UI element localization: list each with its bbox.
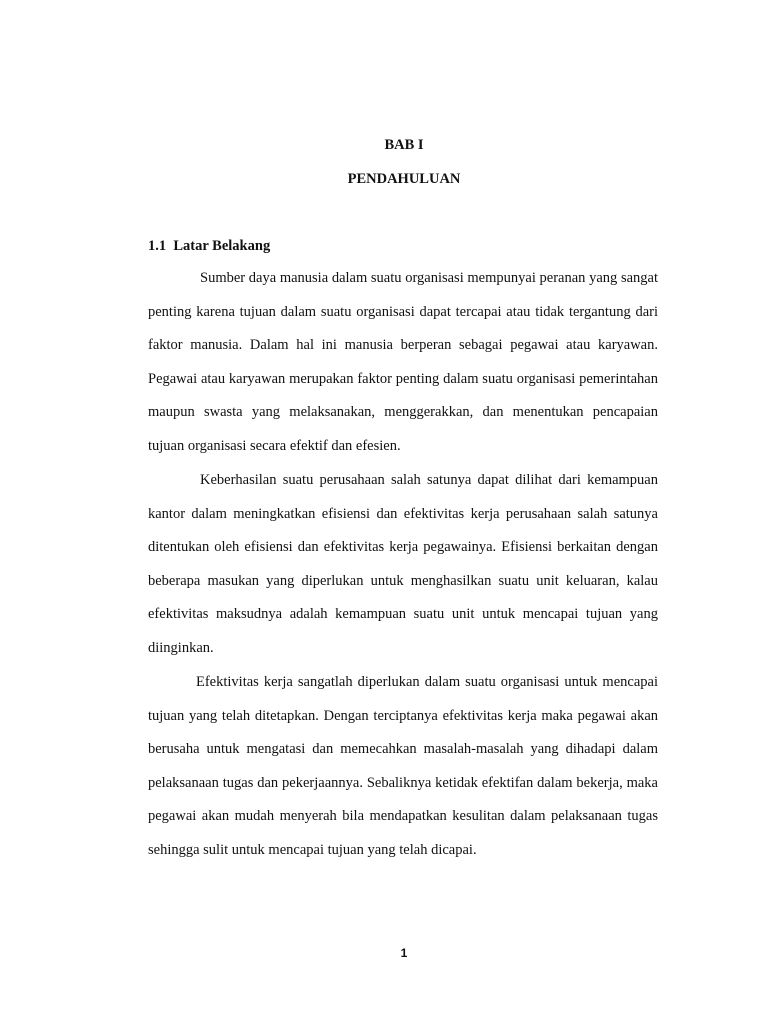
page-number: 1 xyxy=(400,946,408,960)
chapter-number: BAB I xyxy=(384,137,424,153)
paragraph-2: Keberhasilan suatu perusahaan salah satunya dapat dilihat dari kemampuan kantor dalam meningkatkan efisiensi dan efektivitas kerja perusahaan salah satunya ditentukan oleh efisiensi dan efektivitas kerja pegawainya. Efisiensi berkaitan dengan beberapa masukan yang diperlukan untuk menghasilkan suatu unit keluaran, kalau efektivitas maksudnya adalah kemampuan suatu unit untuk mencapai tujuan yang diinginkan. xyxy=(148,472,658,656)
paragraph-3: Efektivitas kerja sangatlah diperlukan dalam suatu organisasi untuk mencapai tujuan yang telah ditetapkan. Dengan terciptanya efektivitas kerja maka pegawai akan berusaha untuk mengatasi dan memecahkan masalah-masalah yang dihadapi dalam pelaksanaan tugas dan pekerjaannya. Sebaliknya ketidak efektifan dalam bekerja, maka pegawai akan mudah menyerah bila mendapatkan kesulitan dalam pelaksanaan tugas sehingga sulit untuk mencapai tujuan yang telah dicapai. xyxy=(148,674,658,858)
chapter-title: PENDAHULUAN xyxy=(347,171,461,187)
section-heading: 1.1 Latar Belakang xyxy=(148,238,271,254)
paragraph-1: Sumber daya manusia dalam suatu organisasi mempunyai peranan yang sangat penting karena tujuan dalam suatu organisasi dapat tercapai atau tidak tergantung dari faktor manusia. Dalam hal ini manusia berperan sebagai pegawai atau karyawan. Pegawai atau karyawan merupakan faktor penting dalam suatu organisasi pemerintahan maupun swasta yang melaksanakan, menggerakkan, dan menentukan pencapaian tujuan organisasi secara efektif dan efesien. xyxy=(148,270,658,454)
